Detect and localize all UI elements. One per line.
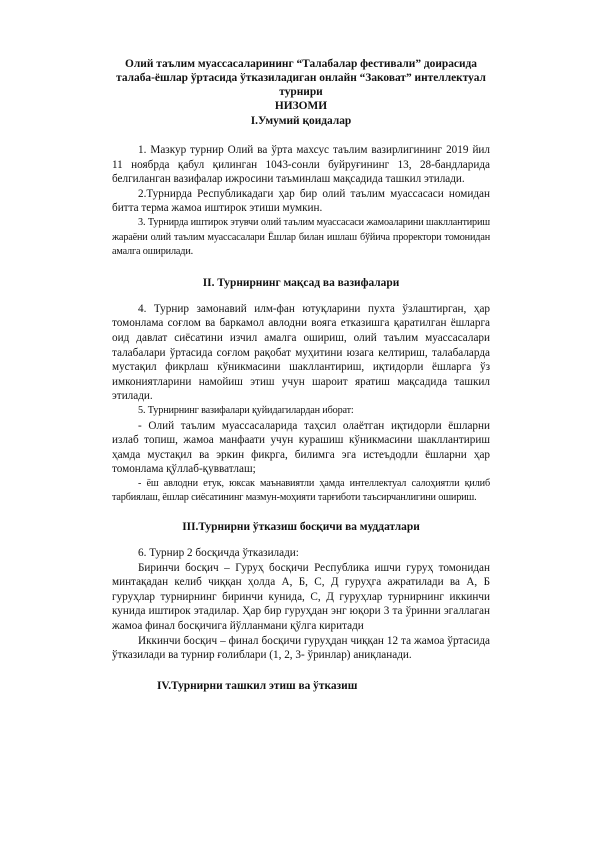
paragraph-5: 5. Турнирнинг вазифалари қуйидагилардан иборат: [138,404,354,416]
title-text: Олий таълим муассасаларининг “Талабалар фестивали” доирасида талаба-ёшлар ўртасида ўтказиладиган онлайн “Заковат” интеллектуал турнири [116,58,486,98]
paragraph-1: 1. Мазкур турнир Олий ва ўрта махсус таълим вазирлигининг 2019 йил 11 ноябрда қабул қилинган 1043-сонли буйруғининг 13, 28-бандларида белгиланган вазифалар ижросини таъминлаш мақсадида ташкил этилади. [112,144,490,186]
paragraph-5-item-1: - Олий таълим муассасаларида таҳсил олаётган иқтидорли ёшларни излаб топиш, жамоа манфаати учун курашиш кўникмасини шакллантириш ҳамда мустақил ва эркин фикрга, билимга эга истеъдодли ёшларни ҳар томонлама қўллаб-қувватлаш; [112,419,490,476]
paragraph-4: 4. Турнир замонавий илм-фан ютуқларини пухта ўзлаштирган, ҳар томонлама соғлом ва баркамол авлодни вояга етказишга қаратилган ёшларга оид давлат сиёсатини изчил амалга ошириш, олий таълим муассасалари талабалари ўртасида соғлом рақобат муҳитини юзага келтириш, талабаларда мустақил фикрлаш кўникмасини шакллантириш, иқтидорли ёшларга ўз имкониятларини намойиш этиш учун шароит яратиш мақсадида ташкил этилади. [112,302,490,403]
section-heading-1: I.Умумий қоидалар [250,115,352,127]
paragraph-6: 6. Турнир 2 босқичда ўтказилади: [138,547,299,560]
document-content [112,57,490,693]
paragraph-2: 2.Турнирда Республикадаги ҳар бир олий таълим муассасаси номидан битта терма жамоа иштирок этиши мумкин. [112,187,490,215]
title-doc-type: НИЗОМИ [274,100,328,112]
document-title [112,57,490,113]
paragraph-5-item-2: - ёш авлодни етук, юксак маънавиятли ҳамда интеллектуал салоҳиятли қилиб тарбиялаш, ёшлар сиёсатининг мазмун-моҳияти тарғиботи таъсирчанлигини ошириш. [112,477,490,504]
section-heading-3: III.Турнирни ўтказиш босқичи ва муддатлари [182,521,420,534]
paragraph-3: 3. Турнирда иштирок этувчи олий таълим муассасаси жамоаларини шакллантириш жараёни олий таълим муассасалари Ёшлар билан ишлаш бўйича проректори томонидан амалга оширилади. [112,216,490,258]
section-heading-4: IV.Турнирни ташкил этиш ва ўтказиш [157,679,358,692]
paragraph-6-stage-1: Биринчи босқич – Гуруҳ босқичи Республика ишчи гуруҳ томонидан минтақадан келиб чиққан ҳолда А, Б, С, Д гуруҳга ажратилади ва А, Б гуруҳлар турнирнинг биринчи кунида, С, Д гуруҳлар турнирнинг иккинчи кунида иштирок этадилар. Ҳар бир гуруҳдан энг юқори 3 та ўринни эгаллаган жамоа финал босқичига йўлланмани қўлга киритади [112,561,490,633]
section-heading-2: II. Турнирнинг мақсад ва вазифалари [202,276,400,289]
paragraph-6-stage-2: Иккинчи босқич – финал босқичи гуруҳдан чиққан 12 та жамоа ўртасида ўтказилади ва турнир ғолиблари (1, 2, 3- ўринлар) аниқланади. [112,634,490,662]
